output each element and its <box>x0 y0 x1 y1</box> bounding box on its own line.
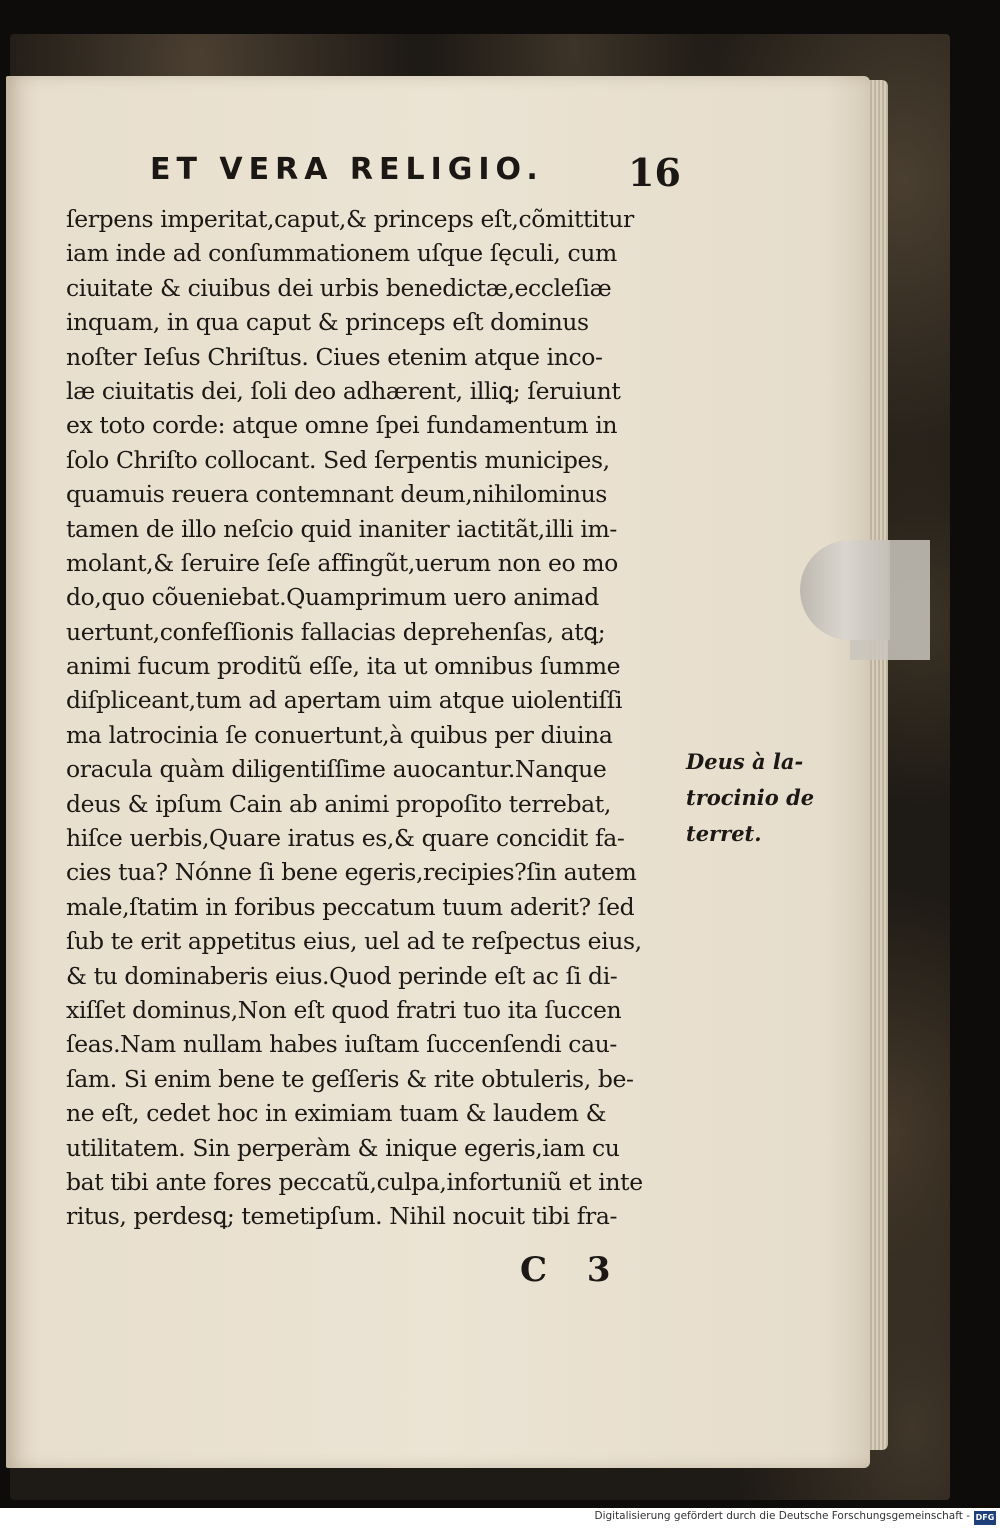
running-head: ET VERA RELIGIO. <box>150 152 544 187</box>
text-line: ſub te erit appetitus eius, uel ad te reſpectus eius, <box>66 927 642 956</box>
text-line: molant,& ſeruire ſeſe affingũt,uerum non eo mo <box>66 548 618 577</box>
margin-note-line: Deus à la- <box>686 749 804 774</box>
text-line: inquam, in qua caput & princeps eſt dominus <box>66 308 589 337</box>
page-clip-tab <box>800 540 890 640</box>
margin-note-line: trocinio de <box>686 785 815 810</box>
text-line: & tu dominaberis eius.Quod perinde eſt ac ſi di- <box>66 961 618 990</box>
credit-text: Digitalisierung gefördert durch die Deutsche Forschungsgemeinschaft - <box>594 1510 970 1522</box>
text-line: uertunt,confeſſionis fallacias deprehenſas, atꝗ; <box>66 617 606 646</box>
text-line: ex toto corde: atque omne ſpei fundamentum in <box>66 411 618 440</box>
text-line: tamen de illo neſcio quid inaniter iactitãt,illi im- <box>66 514 617 543</box>
text-line: oracula quàm diligentiſſime auocantur.Nanque <box>66 755 607 784</box>
text-line: ſerpens imperitat,caput,& princeps eſt,cõmittitur <box>66 205 634 233</box>
credit-bar <box>0 1508 1000 1529</box>
text-line: hiſce uerbis,Quare iratus es,& quare concidit fa- <box>66 824 625 853</box>
text-line: do,quo cõueniebat.Quamprimum uero animad <box>66 583 599 612</box>
text-line: ne eſt, cedet hoc in eximiam tuam & laudem & <box>66 1099 607 1128</box>
text-line: ſeas.Nam nullam habes iuſtam ſuccenſendi cau- <box>66 1030 617 1059</box>
text-line: cies tua? Nónne ſi bene egeris,recipies?ſin autem <box>66 858 637 887</box>
text-line: quamuis reuera contemnant deum,nihilominus <box>66 480 607 509</box>
text-line: bat tibi ante fores peccatũ,culpa,infortuniũ et inte <box>66 1167 643 1196</box>
signature-mark: C 3 <box>520 1250 625 1290</box>
text-line: ſam. Si enim bene te geſſeris & rite obtuleris, be- <box>66 1064 634 1093</box>
text-line: diſpliceant,tum ad apertam uim atque uiolentiſſi <box>66 686 623 715</box>
text-line: læ ciuitatis dei, ſoli deo adhærent, illiꝗ; ſeruiunt <box>66 376 621 405</box>
margin-note <box>686 744 826 852</box>
dfg-logo-icon: DFG <box>974 1511 996 1525</box>
text-line: ritus, perdesꝗ; temetipſum. Nihil nocuit tibi fra- <box>66 1202 618 1231</box>
text-line: animi fucum proditũ eſſe, ita ut omnibus ſumme <box>66 652 621 681</box>
text-line: utilitatem. Sin perperàm & inique egeris,iam cu <box>66 1133 620 1162</box>
text-line: ſolo Chriſto collocant. Sed ſerpentis municipes, <box>66 445 610 474</box>
text-line: ciuitate & ciuibus dei urbis benedictæ,eccleſiæ <box>66 273 612 302</box>
text-line: deus & ipſum Cain ab animi propoſito terrebat, <box>66 789 611 818</box>
margin-note-line: terret. <box>686 821 762 846</box>
text-line: male,ſtatim in foribus peccatum tuum aderit? ſed <box>66 892 635 921</box>
body-text <box>66 202 686 1234</box>
text-line: iam inde ad conſummationem uſque ſęculi, cum <box>66 239 617 268</box>
text-line: xiſſet dominus,Non eſt quod fratri tuo ita ſuccen <box>66 995 622 1024</box>
text-line: ma latrocinia ſe conuertunt,à quibus per diuina <box>66 720 613 749</box>
text-line: noſter Ieſus Chriſtus. Ciues etenim atque inco- <box>66 342 603 371</box>
folio-number: 16 <box>628 150 681 195</box>
